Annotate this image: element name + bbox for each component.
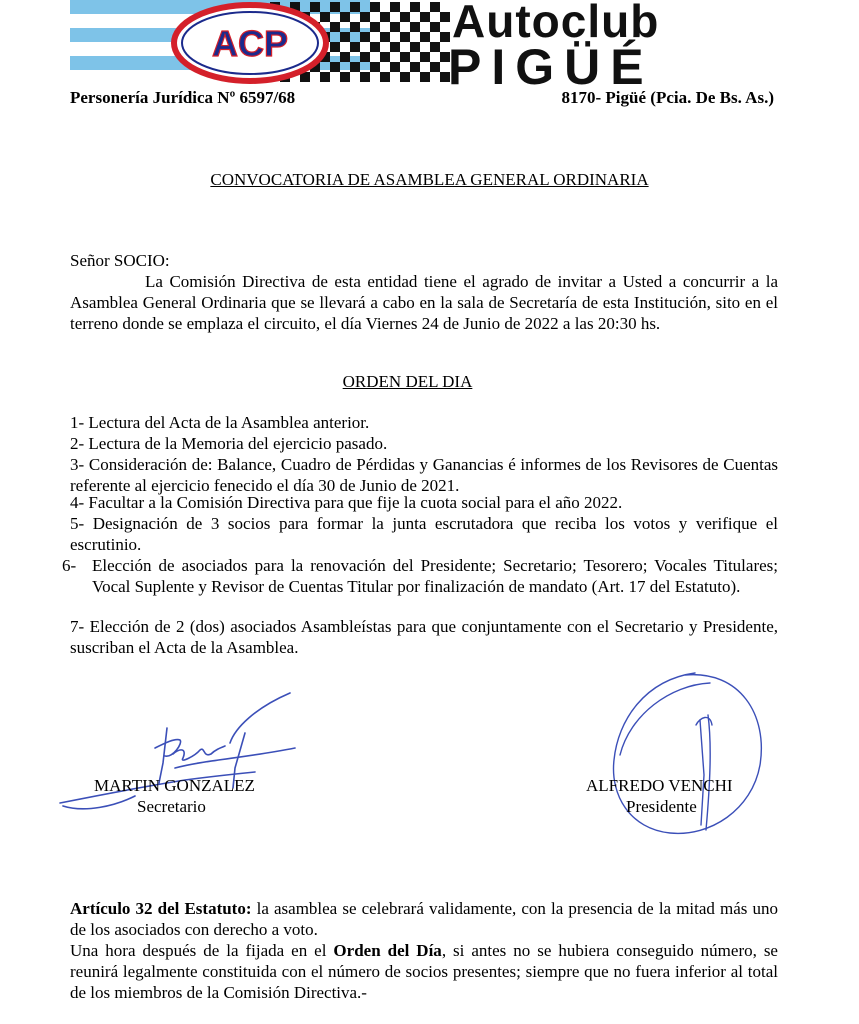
- checker-square: [340, 72, 350, 82]
- checker-square: [350, 22, 360, 32]
- intro-paragraph: La Comisión Directiva de esta entidad tiene el agrado de invitar a Usted a concurrir a la Asamblea General Ordinaria que se llevará a cabo en la sala de Secretaría de esta Institución, sito en el terreno donde se emplaza el circuito, el día Viernes 24 de Junio de 2022 a las 20:30 hs.: [70, 272, 778, 333]
- checker-square: [360, 52, 370, 62]
- statute-article-paragraph: [70, 898, 778, 940]
- checker-square: [420, 12, 430, 22]
- checker-square: [360, 12, 370, 22]
- agenda-item: [62, 555, 778, 597]
- letterhead: [0, 0, 859, 110]
- agenda-item-text: Consideración de: Balance, Cuadro de Pérdidas y Ganancias é informes de los Revisores de Cuentas referente al ejercicio fenecido el día 30 de Junio de 2021.: [70, 455, 778, 495]
- agenda-item: [70, 616, 778, 658]
- secretary-name: MARTIN GONZALEZ: [94, 776, 255, 795]
- checker-square: [380, 72, 390, 82]
- agenda-item-number: 2-: [70, 434, 85, 453]
- agenda-item-number: 4-: [70, 493, 85, 512]
- checker-square: [390, 42, 400, 52]
- checker-square: [430, 42, 440, 52]
- checker-square: [380, 32, 390, 42]
- checker-square: [420, 32, 430, 42]
- salutation: Señor SOCIO:: [70, 251, 170, 270]
- checker-square: [370, 42, 380, 52]
- agenda-item: [70, 454, 778, 496]
- agenda-item: [70, 412, 778, 433]
- quorum-text-start: Una hora después de la fijada en el: [70, 941, 334, 960]
- agenda-item: [70, 513, 778, 555]
- checker-square: [360, 72, 370, 82]
- logo-title-pigue: PIGÜÉ: [448, 39, 654, 95]
- checker-square: [360, 32, 370, 42]
- club-address: 8170- Pigüé (Pcia. De Bs. As.): [561, 88, 774, 107]
- checker-square: [370, 62, 380, 72]
- legal-registration: Personería Jurídica Nº 6597/68: [70, 88, 296, 107]
- checker-square: [370, 2, 380, 12]
- agenda-item-number: 6-: [62, 556, 77, 575]
- checker-square: [390, 62, 400, 72]
- agenda-item: [70, 492, 778, 513]
- checker-square: [400, 52, 410, 62]
- agenda-item-text: Elección de asociados para la renovación del Presidente; Secretario; Tesorero; Vocales Titulares; Vocal Suplente y Revisor de Cuentas Titular por finalización de mandato (Art. 17 del Estatuto).: [92, 556, 778, 596]
- checker-square: [330, 2, 340, 12]
- quorum-text-end: , si antes no se hubiera conseguido número, se reunirá legalmente constituida con el número de socios presentes; siempre que no fuera inferior al total de los miembros de la Comisión Directiva.-: [70, 941, 778, 1002]
- agenda-item-text: Designación de 3 socios para formar la junta escrutadora que reciba los votos y verifique el escrutinio.: [70, 514, 779, 554]
- checker-square: [340, 52, 350, 62]
- checker-square: [330, 62, 340, 72]
- checker-square: [340, 32, 350, 42]
- president-name: ALFREDO VENCHI: [586, 776, 733, 795]
- document-title: CONVOCATORIA DE ASAMBLEA GENERAL ORDINARIA: [210, 170, 649, 189]
- agenda-item-number: 1-: [70, 413, 85, 432]
- agenda-item-text: Lectura de la Memoria del ejercicio pasado.: [88, 434, 388, 453]
- checker-square: [420, 72, 430, 82]
- emblem-letters: ACP: [211, 23, 289, 64]
- checker-square: [340, 12, 350, 22]
- agenda-item-number: 7-: [70, 617, 85, 636]
- agenda-item: [70, 433, 778, 454]
- checker-square: [380, 52, 390, 62]
- checker-square: [330, 42, 340, 52]
- checker-square: [430, 62, 440, 72]
- agenda-item-text: Facultar a la Comisión Directiva para que fije la cuota social para el año 2022.: [88, 493, 623, 512]
- checker-square: [430, 22, 440, 32]
- secretary-role: Secretario: [137, 797, 206, 816]
- checker-square: [420, 52, 430, 62]
- checker-square: [390, 22, 400, 32]
- checker-square: [400, 32, 410, 42]
- checker-square: [410, 2, 420, 12]
- agenda-item-number: 3-: [70, 455, 85, 474]
- checker-square: [350, 62, 360, 72]
- checker-square: [390, 2, 400, 12]
- checker-square: [380, 12, 390, 22]
- checker-square: [330, 22, 340, 32]
- checker-square: [430, 2, 440, 12]
- checker-square: [370, 22, 380, 32]
- checker-square: [400, 12, 410, 22]
- statute-article-text: la asamblea se celebrará validamente, con la presencia de la mitad más uno de los asociados con derecho a voto.: [70, 899, 778, 939]
- checker-square: [400, 72, 410, 82]
- club-emblem-logo: [170, 2, 330, 84]
- agenda-item-text: Elección de 2 (dos) asociados Asambleístas para que conjuntamente con el Secretario y Presidente, suscriban el Acta de la Asamblea.: [70, 617, 778, 657]
- logo-title-autoclub: Autoclub: [452, 0, 660, 47]
- agenda-item-number: 5-: [70, 514, 85, 533]
- checker-square: [410, 62, 420, 72]
- checker-square: [410, 22, 420, 32]
- checker-square: [440, 12, 450, 22]
- checker-square: [350, 42, 360, 52]
- president-role: Presidente: [626, 797, 697, 816]
- agenda-title: ORDEN DEL DIA: [342, 372, 473, 391]
- quorum-paragraph: [70, 940, 778, 1003]
- statute-article-label: Artículo 32 del Estatuto:: [70, 899, 252, 918]
- checker-square: [410, 42, 420, 52]
- agenda-item-text: Lectura del Acta de la Asamblea anterior.: [88, 413, 370, 432]
- quorum-agenda-reference: Orden del Día: [333, 941, 442, 960]
- checker-square: [350, 2, 360, 12]
